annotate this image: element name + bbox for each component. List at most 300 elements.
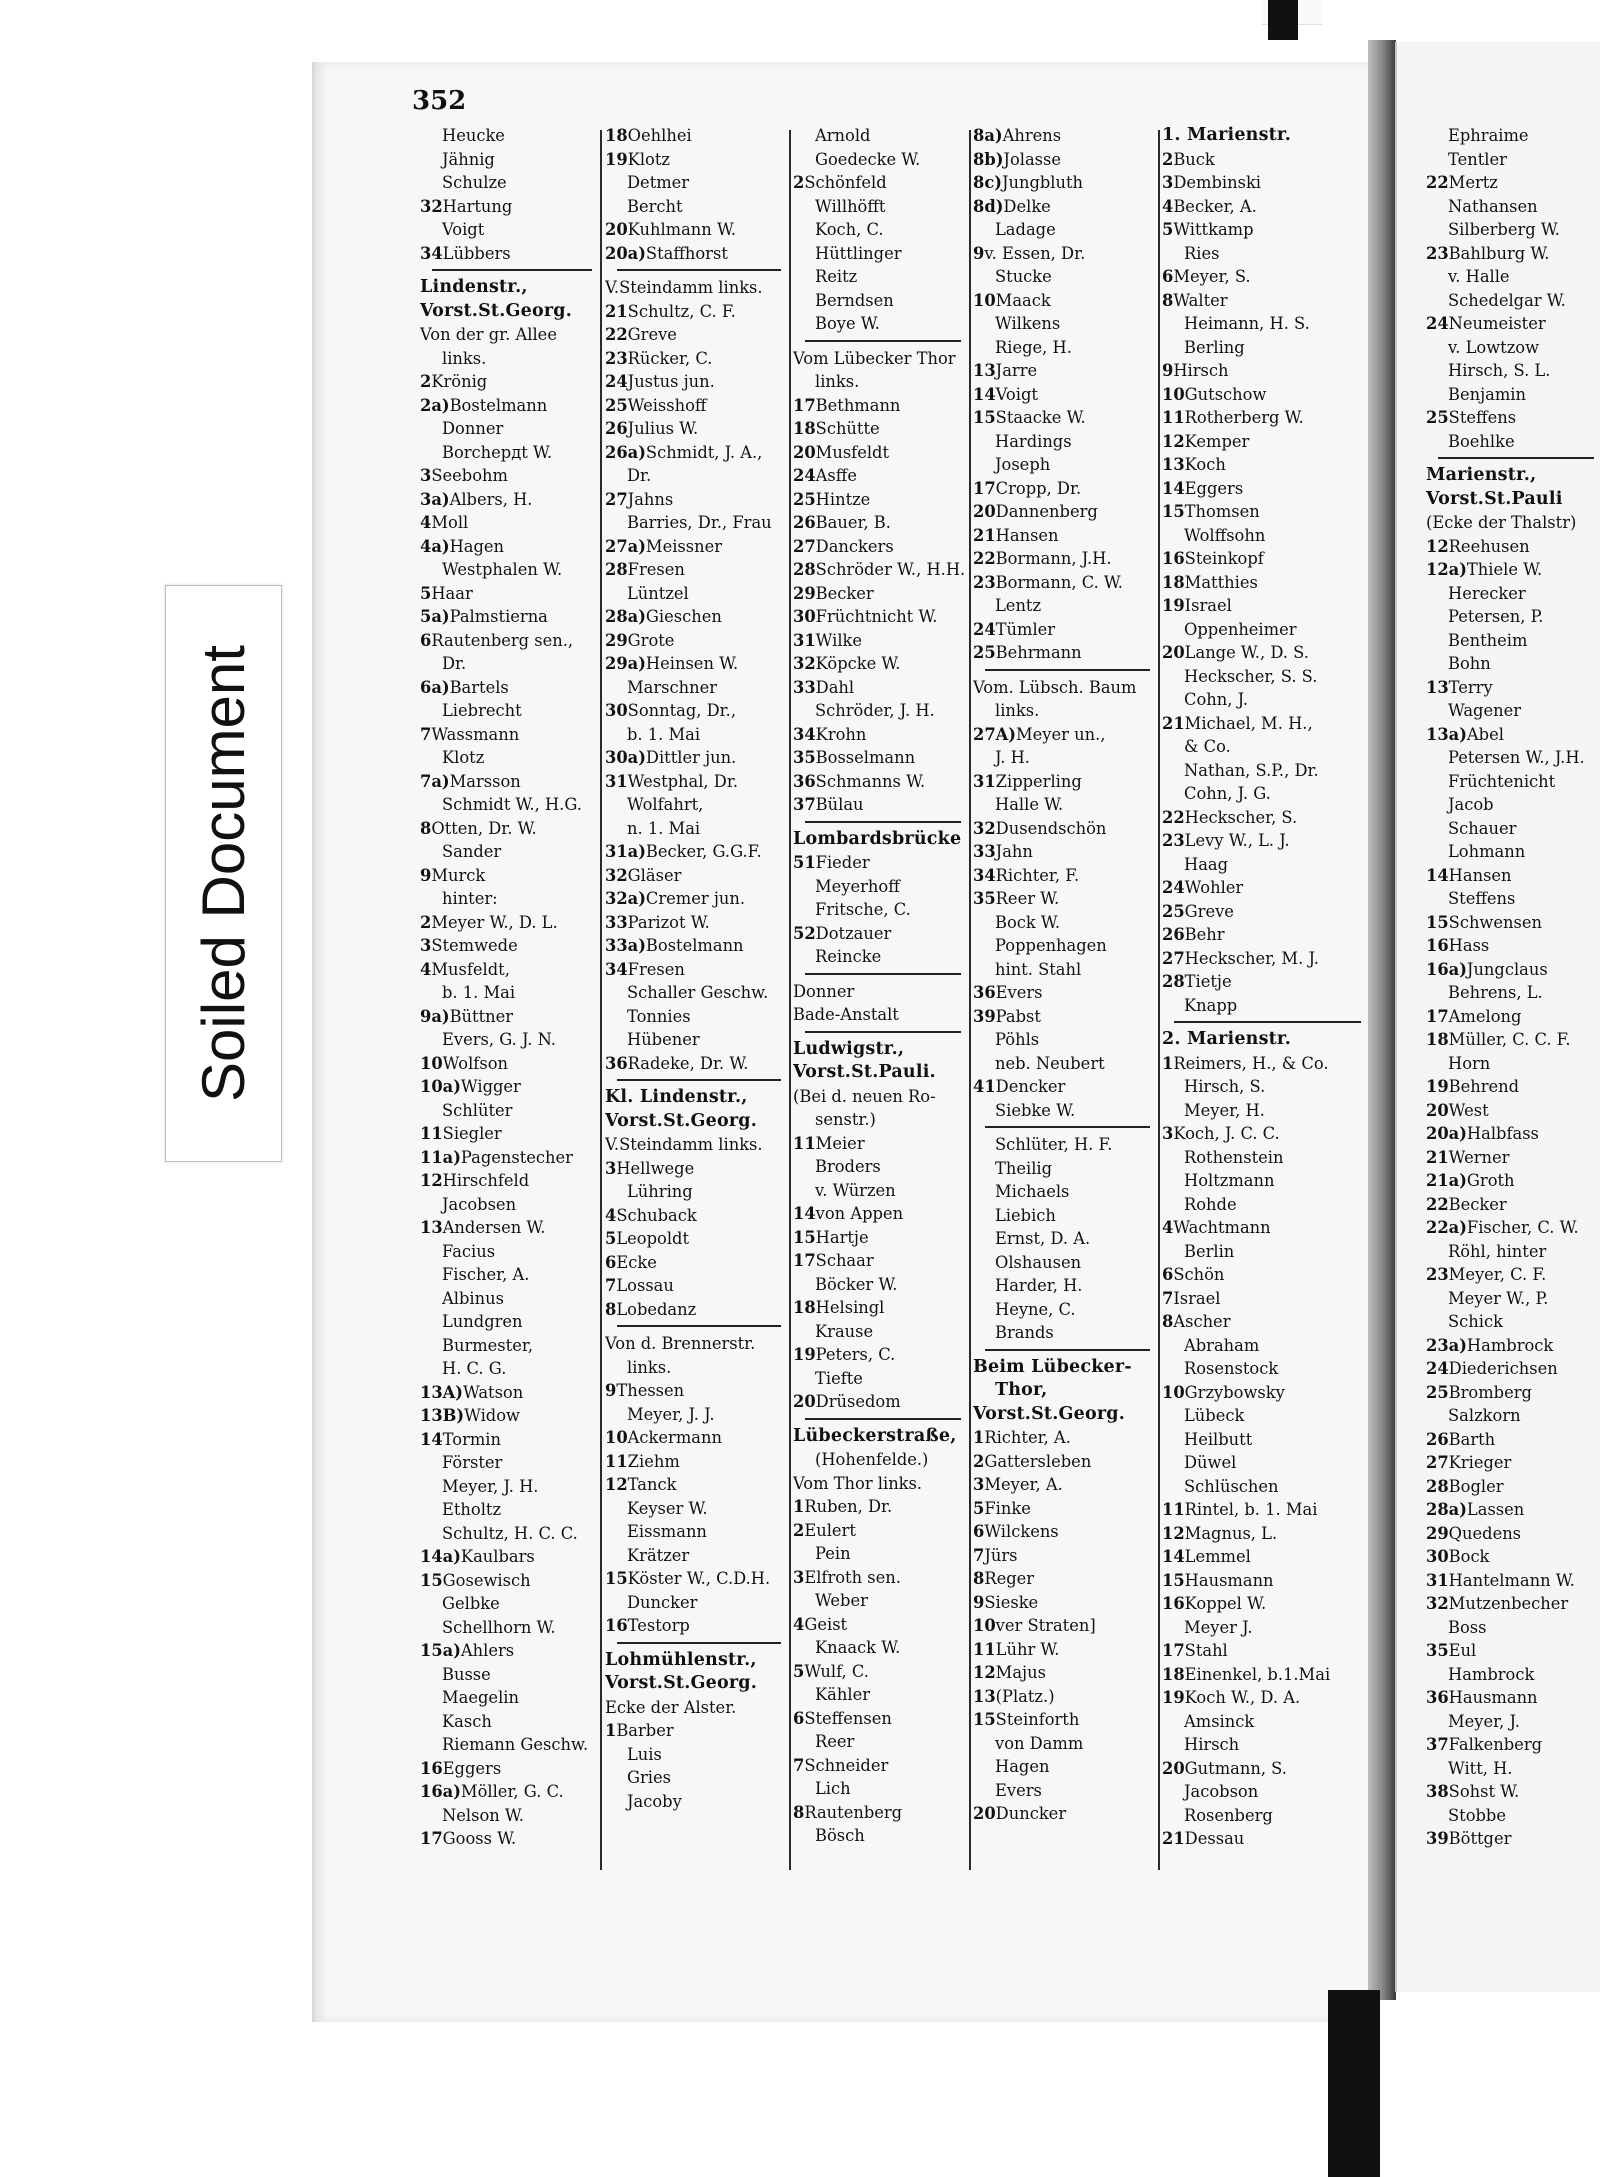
resident-name: Rintel, b. 1. Mai	[1184, 1500, 1318, 1519]
house-number: 15a)	[420, 1641, 461, 1660]
street-name: Beim Lübecker-	[973, 1356, 1132, 1377]
directory-entry	[1426, 1169, 1600, 1193]
directory-entry	[420, 1663, 598, 1687]
directory-entry	[1162, 1827, 1367, 1851]
house-number: 21	[605, 301, 628, 321]
resident-name: Schön	[1173, 1265, 1225, 1284]
resident-name: Wigger	[460, 1077, 521, 1096]
resident-name: Koppel W.	[1184, 1594, 1267, 1613]
note-text: Dr.	[442, 654, 467, 673]
directory-entry	[420, 441, 598, 465]
directory-entry	[1426, 840, 1600, 864]
resident-name: Möller, G. C.	[460, 1782, 564, 1801]
resident-name: Schröder, J. H.	[815, 701, 935, 720]
house-number: 7	[420, 724, 432, 744]
directory-entry	[973, 1638, 1156, 1662]
house-number: 8	[1162, 1312, 1174, 1331]
directory-entry	[605, 1052, 787, 1076]
house-number: 20	[793, 1392, 816, 1411]
resident-name: Keyser W.	[627, 1498, 708, 1518]
house-number: 27a)	[605, 536, 646, 556]
directory-entry	[973, 641, 1156, 665]
street-heading	[1162, 1028, 1367, 1052]
house-number: 1	[973, 1428, 985, 1447]
street-heading	[793, 828, 967, 852]
directory-entry	[793, 605, 967, 629]
directory-entry	[973, 1028, 1156, 1052]
resident-name: Hambrock	[1448, 1664, 1535, 1684]
directory-entry	[605, 582, 787, 606]
directory-entry	[420, 676, 598, 700]
directory-note	[1162, 735, 1367, 759]
resident-name: Hartje	[815, 1227, 869, 1247]
house-number: 8	[793, 1802, 805, 1822]
directory-entry	[420, 1287, 598, 1311]
resident-name: Murck	[431, 865, 486, 885]
directory-entry	[793, 793, 967, 817]
resident-name: Lemmel	[1184, 1547, 1251, 1566]
resident-name: Maack	[995, 290, 1051, 310]
note-text: (Ecke der Thalstr)	[1426, 513, 1577, 532]
note-text: links.	[995, 701, 1040, 720]
resident-name: Joseph	[995, 455, 1051, 474]
resident-name: Böcker W.	[815, 1274, 898, 1294]
house-number: 17	[1162, 1641, 1185, 1660]
resident-name: Greve	[627, 325, 677, 344]
house-number: 34	[420, 243, 443, 263]
directory-entry	[420, 370, 598, 394]
resident-name: Bogler	[1448, 1476, 1504, 1496]
directory-entry	[605, 1403, 787, 1427]
house-number: 32	[793, 654, 816, 673]
house-number: 8	[973, 1569, 985, 1588]
resident-name: Willhöfft	[815, 196, 886, 216]
house-number: 2a)	[420, 395, 450, 415]
house-number: 22	[1426, 1194, 1449, 1214]
directory-entry	[1162, 148, 1367, 172]
house-number: 21	[973, 525, 996, 545]
resident-name: Silberberg W.	[1448, 220, 1560, 239]
resident-name: Riemann Geschw.	[442, 1735, 589, 1754]
resident-name: Bohn	[1448, 654, 1491, 673]
directory-column-3	[793, 124, 967, 1848]
section-rule	[985, 1349, 1150, 1351]
house-number: 22a)	[1426, 1218, 1467, 1237]
resident-name: Kaulbars	[460, 1547, 535, 1566]
resident-name: Meyer, C. F.	[1448, 1265, 1547, 1284]
directory-entry	[1426, 1498, 1600, 1522]
house-number: 15	[973, 1710, 996, 1729]
resident-name: Hagen	[995, 1757, 1050, 1776]
resident-name: Steinforth	[995, 1710, 1080, 1729]
street-heading	[1162, 124, 1367, 148]
house-number: 31	[1426, 1570, 1449, 1590]
resident-name: Tanck	[627, 1475, 677, 1494]
house-number: 3	[1162, 173, 1174, 192]
directory-entry	[793, 945, 967, 969]
directory-entry	[1162, 1287, 1367, 1311]
resident-name: v. Halle	[1448, 267, 1510, 286]
resident-name: Gries	[627, 1768, 671, 1787]
directory-entry	[1426, 1193, 1600, 1217]
resident-name: Gelbke	[442, 1594, 500, 1613]
resident-name: Eulert	[804, 1520, 856, 1540]
resident-name: Berndsen	[815, 290, 894, 310]
resident-name: Fresen	[627, 959, 685, 979]
resident-name: Dotzauer	[815, 923, 892, 943]
directory-entry	[973, 1520, 1156, 1544]
directory-entry	[793, 218, 967, 242]
resident-name: Hambrock	[1466, 1335, 1554, 1355]
note-text: Dr.	[627, 466, 652, 485]
resident-name: Amsinck	[1184, 1711, 1255, 1731]
house-number: 39	[1426, 1829, 1449, 1848]
directory-entry	[420, 1569, 598, 1593]
resident-name: Bahlburg W.	[1448, 243, 1550, 263]
resident-name: Haag	[1184, 854, 1229, 874]
directory-entry	[420, 1310, 598, 1334]
directory-entry	[793, 652, 967, 676]
resident-name: Heckscher, S. S.	[1184, 666, 1318, 686]
resident-name: Hirsch, S.	[1184, 1077, 1266, 1096]
directory-entry	[1162, 218, 1367, 242]
note-text: Bade-Anstalt	[793, 1005, 899, 1024]
resident-name: Poppenhagen	[995, 936, 1107, 955]
directory-entry	[605, 1227, 787, 1251]
house-number: 26a)	[605, 442, 646, 462]
resident-name: Tentler	[1448, 149, 1507, 169]
house-number: 3a)	[420, 489, 450, 509]
house-number: 11	[793, 1133, 816, 1153]
directory-entry	[420, 417, 598, 441]
directory-entry	[1426, 289, 1600, 313]
resident-name: Hansen	[1448, 865, 1512, 885]
resident-name: Schmidt W., H.G.	[442, 795, 582, 814]
directory-note	[793, 347, 967, 371]
resident-name: Meyer, H.	[1184, 1100, 1265, 1120]
resident-name: Wolfson	[442, 1053, 508, 1073]
resident-name: Stemwede	[431, 936, 518, 955]
directory-entry	[420, 171, 598, 195]
directory-entry	[1426, 1804, 1600, 1828]
resident-name: Evers	[995, 983, 1043, 1002]
directory-entry	[420, 1216, 598, 1240]
directory-entry	[1162, 477, 1367, 501]
house-number: 5	[420, 583, 432, 603]
resident-name: Wachtmann	[1173, 1218, 1271, 1237]
house-number: 8a)	[973, 126, 1003, 145]
directory-entry	[1162, 500, 1367, 524]
page-number: 352	[412, 86, 467, 116]
resident-name: Schmidt, J. A.,	[645, 442, 763, 462]
resident-name: Evers, G. J. N.	[442, 1030, 556, 1049]
directory-entry	[605, 1591, 787, 1615]
resident-name: Pagenstecher	[460, 1147, 573, 1167]
directory-entry	[420, 535, 598, 559]
house-number: 2	[420, 372, 432, 391]
note-text: Vom Thor links.	[793, 1473, 923, 1493]
directory-entry	[1426, 582, 1600, 606]
resident-name: Theilig	[995, 1158, 1053, 1178]
directory-entry	[605, 605, 787, 629]
house-number: 10	[973, 1616, 996, 1635]
directory-entry	[605, 1298, 787, 1322]
resident-name: Michaels	[995, 1182, 1070, 1201]
resident-name: Boss	[1448, 1617, 1487, 1637]
directory-entry	[605, 1426, 787, 1450]
directory-entry	[793, 1320, 967, 1344]
directory-entry	[1162, 1663, 1367, 1687]
resident-name: Reer W.	[995, 889, 1060, 908]
resident-name: Facius	[442, 1241, 496, 1261]
resident-name: Bethmann	[815, 395, 901, 415]
directory-entry	[973, 218, 1156, 242]
directory-entry	[420, 1381, 598, 1405]
directory-entry	[793, 265, 967, 289]
house-number: 14	[1162, 1547, 1185, 1566]
resident-name: Hausmann	[1448, 1688, 1538, 1707]
directory-entry	[420, 864, 598, 888]
house-number: 17	[1426, 1006, 1449, 1026]
resident-name: Jahn	[995, 842, 1033, 861]
house-number: 18	[1162, 1664, 1185, 1684]
resident-name: Mertz	[1448, 173, 1498, 192]
house-number: 3	[605, 1158, 617, 1178]
section-rule	[617, 1642, 781, 1644]
resident-name: Jahns	[627, 489, 674, 509]
directory-entry	[605, 300, 787, 324]
directory-entry	[1426, 652, 1600, 676]
resident-name: Schütte	[815, 419, 880, 438]
resident-name: Wilckens	[984, 1522, 1059, 1541]
directory-entry	[973, 171, 1156, 195]
house-number: 35	[793, 748, 816, 767]
house-number: 21	[1162, 713, 1185, 733]
directory-note	[605, 1133, 787, 1157]
directory-entry	[1426, 336, 1600, 360]
directory-entry	[793, 1343, 967, 1367]
house-number: 14	[420, 1429, 443, 1449]
resident-name: Marschner	[627, 677, 718, 697]
directory-entry	[1162, 383, 1367, 407]
house-number: 32	[420, 196, 443, 216]
directory-entry	[793, 1660, 967, 1684]
resident-name: Bormann, J.H.	[995, 549, 1112, 568]
resident-name: Nelson W.	[442, 1805, 524, 1825]
resident-name: Boehlke	[1448, 431, 1515, 451]
directory-entry	[1426, 911, 1600, 935]
street-name: Vorst.St.Georg.	[605, 1673, 758, 1693]
resident-name: Ephraime	[1448, 126, 1529, 145]
resident-name: Förster	[442, 1453, 503, 1472]
street-name: Vorst.St.Georg.	[420, 300, 573, 321]
resident-name: Werner	[1448, 1147, 1510, 1167]
directory-entry	[420, 770, 598, 794]
directory-entry	[973, 124, 1156, 148]
directory-entry	[1162, 594, 1367, 618]
directory-entry	[605, 887, 787, 911]
resident-name: Fischer, A.	[442, 1265, 530, 1284]
resident-name: Andersen W.	[442, 1218, 546, 1237]
resident-name: Duncker	[995, 1804, 1067, 1823]
directory-entry	[793, 898, 967, 922]
resident-name: Dannenberg	[995, 502, 1098, 521]
house-number: 17	[793, 395, 816, 415]
resident-name: Schlüschen	[1184, 1476, 1279, 1496]
house-number: 30	[1426, 1547, 1449, 1566]
directory-entry	[420, 1757, 598, 1781]
resident-name: Gieschen	[645, 607, 722, 626]
resident-name: Zipperling	[995, 771, 1082, 791]
street-heading	[605, 1110, 787, 1134]
resident-name: Bostelmann	[449, 395, 548, 415]
column-divider	[789, 130, 791, 1870]
note-text: Von d. Brennerstr.	[605, 1334, 756, 1353]
directory-entry	[605, 1544, 787, 1568]
house-number: 10	[1162, 384, 1185, 404]
directory-entry	[605, 981, 787, 1005]
directory-entry	[1162, 1522, 1367, 1546]
resident-name: Witt, H.	[1448, 1758, 1513, 1778]
directory-entry	[793, 394, 967, 418]
directory-entry	[1162, 1428, 1367, 1452]
directory-entry	[793, 629, 967, 653]
house-number: 8c)	[973, 173, 1002, 192]
resident-name: Otten, Dr. W.	[431, 818, 537, 838]
directory-entry	[605, 746, 787, 770]
directory-entry	[1426, 558, 1600, 582]
house-number: 14a)	[420, 1547, 461, 1566]
directory-note	[605, 1696, 787, 1720]
section-rule	[805, 1418, 961, 1420]
resident-name: Fresen	[627, 560, 685, 579]
resident-name: Musfeldt	[815, 442, 890, 462]
resident-name: Jürs	[984, 1545, 1018, 1565]
resident-name: Bock W.	[995, 912, 1060, 932]
resident-name: Meyer, J. H.	[442, 1476, 539, 1496]
house-number: 21	[1162, 1829, 1185, 1848]
directory-entry	[973, 1544, 1156, 1568]
resident-name: Barries, Dr., Frau	[627, 513, 772, 532]
directory-column-1	[420, 124, 598, 1851]
directory-entry	[1162, 571, 1367, 595]
house-number: 17	[973, 478, 996, 498]
directory-entry	[973, 1567, 1156, 1591]
directory-entry	[605, 652, 787, 676]
directory-entry	[1426, 124, 1600, 148]
resident-name: Hausmann	[1184, 1570, 1274, 1590]
resident-name: Fieder	[815, 853, 870, 872]
directory-entry	[1162, 336, 1367, 360]
resident-name: Steinkopf	[1184, 549, 1264, 568]
resident-name: Lich	[815, 1779, 851, 1798]
resident-name: Ziehm	[627, 1451, 680, 1471]
resident-name: Haar	[431, 583, 473, 603]
directory-entry	[1162, 171, 1367, 195]
resident-name: Ahlers	[460, 1641, 515, 1660]
house-number: 21a)	[1426, 1171, 1467, 1190]
house-number: 23	[973, 572, 996, 592]
resident-name: Behrend	[1448, 1077, 1520, 1096]
directory-entry	[605, 195, 787, 219]
directory-entry	[1162, 1193, 1367, 1217]
resident-name: Riege, H.	[995, 337, 1072, 357]
directory-entry	[793, 1777, 967, 1801]
directory-entry	[420, 124, 598, 148]
house-number: 25	[1426, 1382, 1449, 1402]
street-name: Thor,	[995, 1380, 1048, 1400]
note-text: b. 1. Mai	[627, 724, 701, 744]
directory-entry	[793, 312, 967, 336]
street-name: Vorst.St.Pauli	[1426, 488, 1563, 509]
house-number: 10	[605, 1428, 628, 1447]
resident-name: Meyer W., P.	[1448, 1288, 1549, 1308]
section-rule	[805, 821, 961, 823]
soiled-document-label	[165, 585, 282, 1162]
directory-entry	[420, 511, 598, 535]
house-number: 37	[793, 795, 816, 814]
resident-name: Ernst, D. A.	[995, 1229, 1091, 1248]
resident-name: Einenkel, b.1.Mai	[1184, 1664, 1331, 1684]
house-number: 25	[1426, 408, 1449, 427]
directory-entry	[1162, 829, 1367, 853]
resident-name: Weber	[815, 1591, 868, 1610]
resident-name: Asffe	[815, 466, 857, 485]
directory-entry	[420, 1451, 598, 1475]
resident-name: Hintze	[815, 489, 871, 509]
resident-name: Ascher	[1173, 1312, 1231, 1331]
directory-entry	[1162, 994, 1367, 1018]
directory-entry	[1426, 629, 1600, 653]
directory-entry	[793, 851, 967, 875]
note-text: b. 1. Mai	[442, 983, 516, 1002]
house-number: 1	[605, 1721, 617, 1740]
resident-name: Seebohm	[431, 466, 508, 485]
house-number: 2	[793, 1520, 805, 1540]
resident-name: Köster W., C.D.H.	[627, 1569, 771, 1588]
resident-name: Dusendschön	[995, 818, 1107, 838]
house-number: 35	[1426, 1641, 1449, 1660]
directory-entry	[1426, 1710, 1600, 1734]
directory-entry	[973, 723, 1156, 747]
resident-name: Busse	[442, 1664, 491, 1684]
directory-entry	[1426, 1639, 1600, 1663]
section-rule	[432, 269, 592, 271]
house-number: 19	[1162, 596, 1185, 615]
house-number: 13a)	[1426, 724, 1467, 744]
directory-entry	[973, 312, 1156, 336]
directory-entry	[420, 464, 598, 488]
directory-entry	[420, 1146, 598, 1170]
directory-entry	[973, 840, 1156, 864]
resident-name: Levy W., L. J.	[1184, 831, 1290, 850]
directory-entry	[605, 1719, 787, 1743]
note-text: Vom Lübecker Thor	[793, 348, 956, 368]
house-number: 17	[420, 1829, 443, 1848]
resident-name: West	[1448, 1100, 1489, 1120]
directory-entry	[973, 1614, 1156, 1638]
resident-name: Drüsedom	[815, 1392, 901, 1411]
book-binding	[1368, 40, 1396, 2000]
directory-entry	[605, 535, 787, 559]
resident-name: Abel	[1466, 724, 1504, 744]
resident-name: Jacob	[1448, 795, 1494, 814]
directory-entry	[1426, 1099, 1600, 1123]
directory-entry	[973, 594, 1156, 618]
directory-entry	[605, 1567, 787, 1591]
directory-entry	[973, 864, 1156, 888]
house-number: 26	[793, 513, 816, 532]
